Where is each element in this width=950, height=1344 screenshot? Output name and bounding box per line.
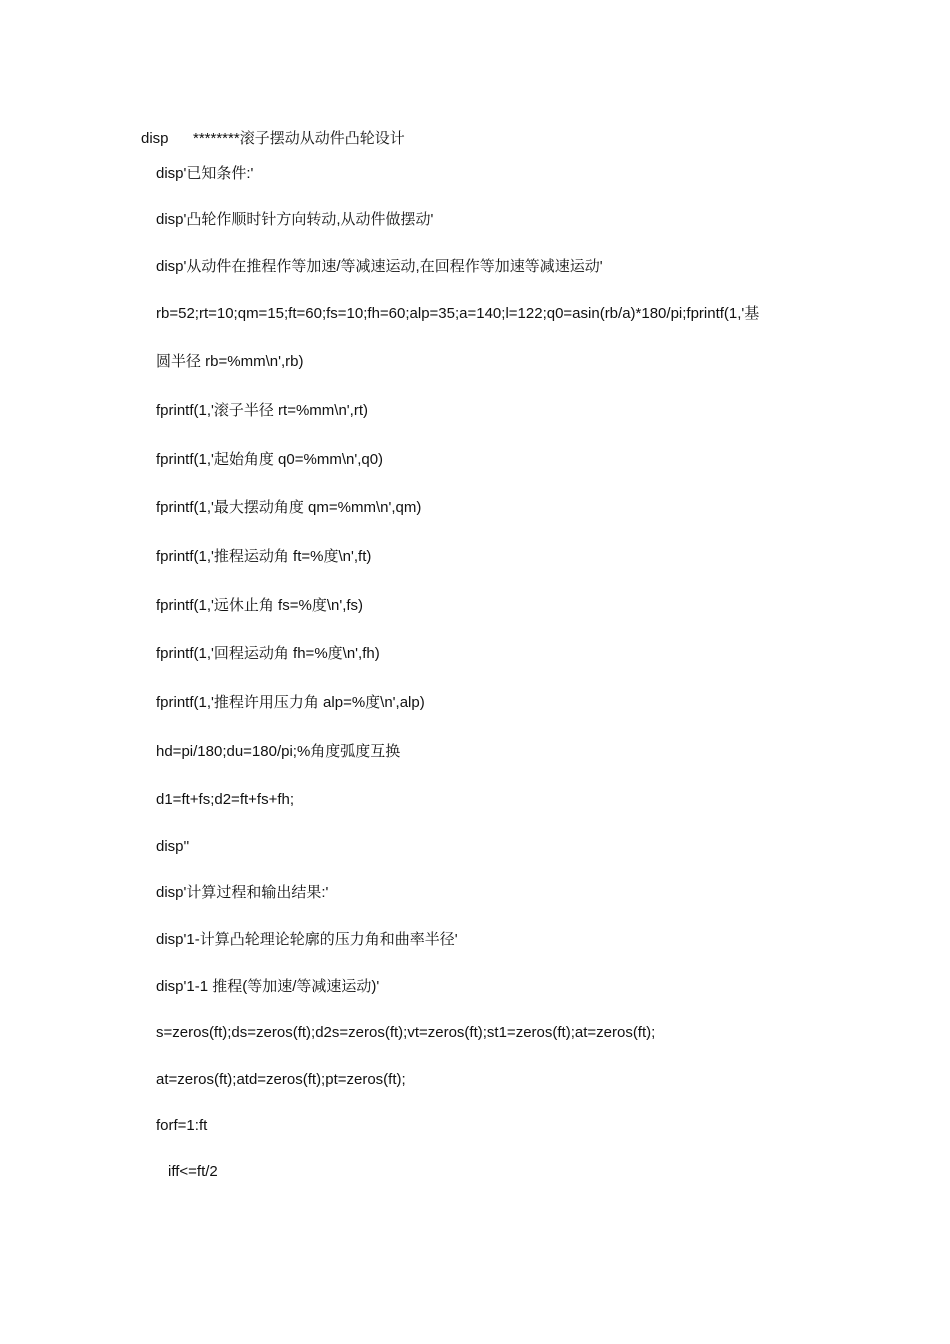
heading-keyword: disp — [141, 130, 169, 147]
code-line: disp'1-1 推程(等加速/等减速运动)' — [156, 978, 380, 995]
code-line: at=zeros(ft);atd=zeros(ft);pt=zeros(ft); — [156, 1071, 406, 1088]
code-line: rb=52;rt=10;qm=15;ft=60;fs=10;fh=60;alp=35;a=140;l=122;q0=asin(rb/a)*180/pi;fprintf(1,'基 — [156, 305, 760, 322]
code-line: iff<=ft/2 — [168, 1163, 218, 1180]
code-line: fprintf(1,'推程许用压力角 alp=%度\n',alp) — [156, 694, 425, 711]
code-line: fprintf(1,'滚子半径 rt=%mm\n',rt) — [156, 402, 368, 419]
code-line: fprintf(1,'起始角度 q0=%mm\n',q0) — [156, 451, 384, 468]
code-line: disp'计算过程和输出结果:' — [156, 884, 329, 901]
code-line: fprintf(1,'最大摆动角度 qm=%mm\n',qm) — [156, 499, 422, 516]
code-line: 圆半径 rb=%mm\n',rb) — [156, 353, 304, 370]
code-line: d1=ft+fs;d2=ft+fs+fh; — [156, 791, 295, 808]
code-line: disp'已知条件:' — [156, 165, 254, 182]
code-line: fprintf(1,'回程运动角 fh=%度\n',fh) — [156, 645, 380, 662]
code-line: forf=1:ft — [156, 1117, 208, 1134]
code-line: disp'凸轮作顺时针方向转动,从动件做摆动' — [156, 211, 434, 228]
code-line: disp'' — [156, 838, 190, 855]
code-line: fprintf(1,'远休止角 fs=%度\n',fs) — [156, 597, 364, 614]
code-line: disp'1-计算凸轮理论轮廓的压力角和曲率半径' — [156, 931, 458, 948]
code-heading — [141, 129, 405, 149]
code-line: hd=pi/180;du=180/pi;%角度弧度互换 — [156, 743, 401, 760]
code-line: fprintf(1,'推程运动角 ft=%度\n',ft) — [156, 548, 372, 565]
code-line: s=zeros(ft);ds=zeros(ft);d2s=zeros(ft);vt=zeros(ft);st1=zeros(ft);at=zeros(ft); — [156, 1024, 656, 1041]
heading-title: ********滚子摆动从动件凸轮设计 — [193, 130, 405, 147]
code-line: disp'从动件在推程作等加速/等减速运动,在回程作等加速等减速运动' — [156, 258, 603, 275]
